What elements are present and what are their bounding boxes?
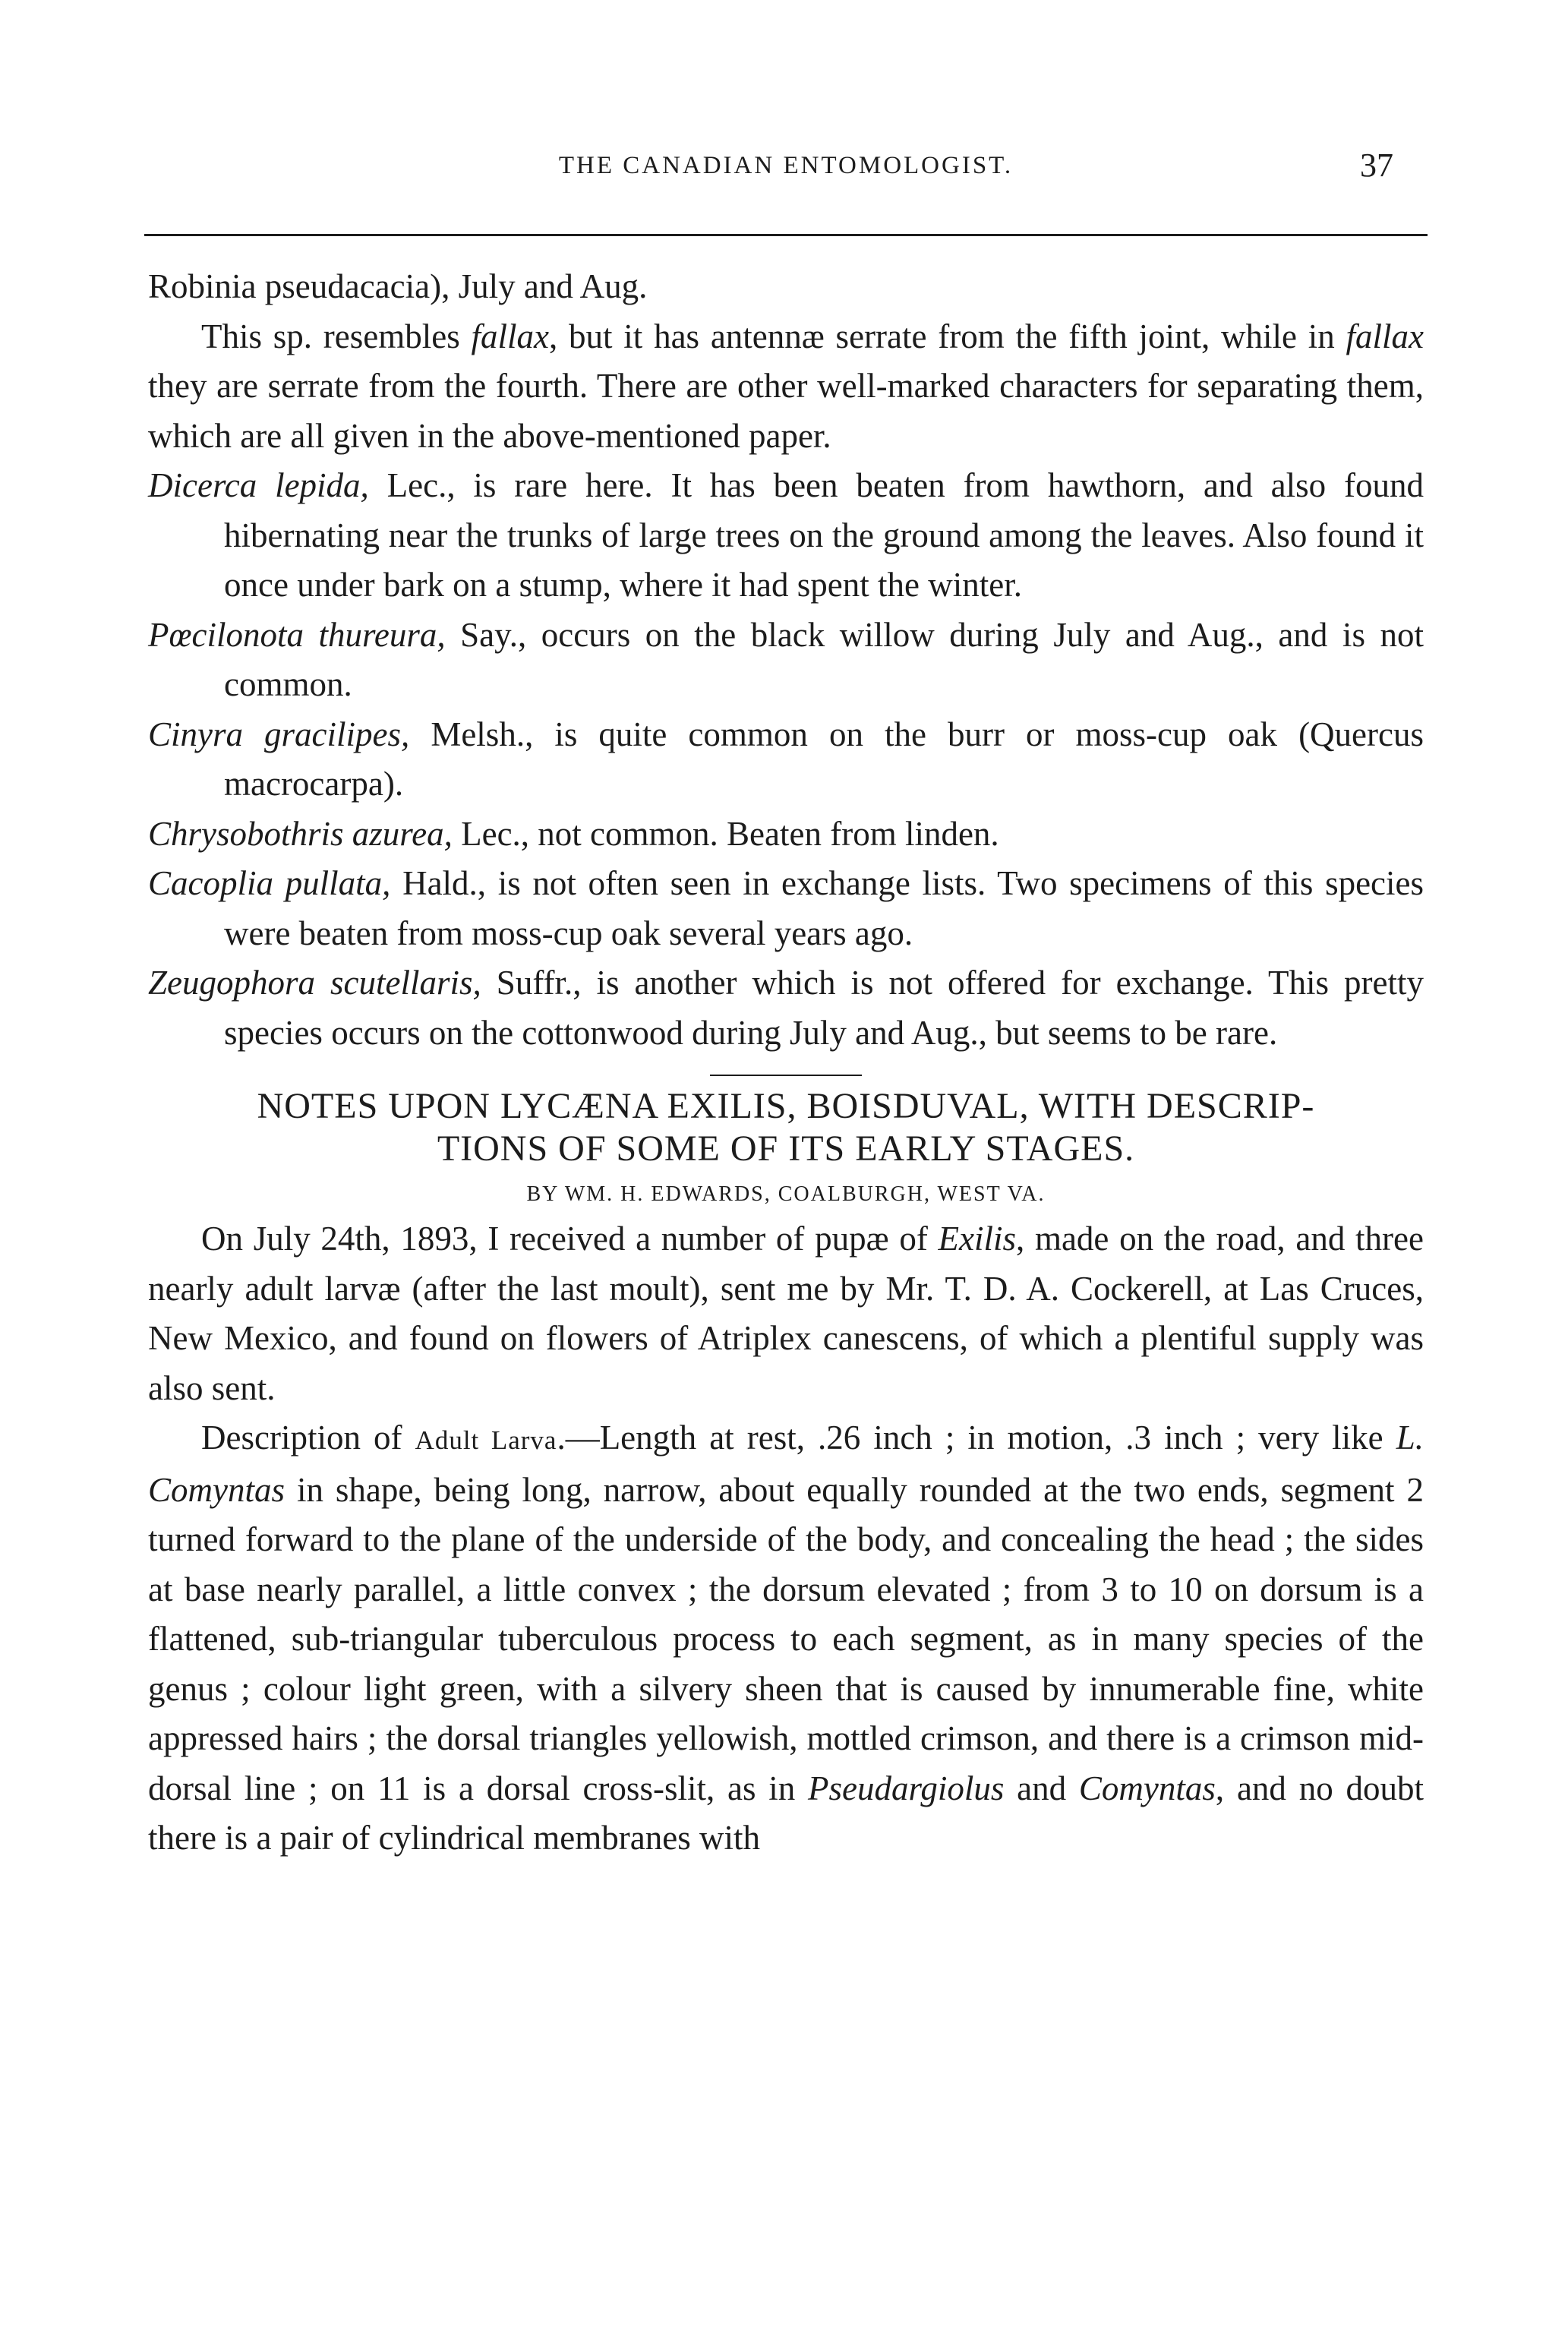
species-entry: Chrysobothris azurea, Lec., not common. Beaten from linden. [148, 814, 999, 853]
article-byline: BY WM. H. EDWARDS, COALBURGH, WEST VA. [526, 1182, 1046, 1206]
species-name: Cacoplia pullata, [148, 864, 391, 902]
article-paragraph: On July 24th, 1893, I received a number of pupæ of Exilis, made on the road, and three nearly adult larvæ (after the last moult), sent me by Mr. T. D. A. Cockerell, at Las Cruces, New Mexico, and found on flowers of Atriplex canescens, of which a plentiful supply was also sent. [148, 1220, 1424, 1407]
species-entry: Cinyra gracilipes, Melsh., is quite common on the burr or moss-cup oak (Quercus macrocarpa). [148, 715, 1424, 803]
comparison-note: This sp. resembles fallax, but it has antennæ serrate from the fifth joint, while in fallax they are serrate from the fourth. There are other well-marked characters for separating them, which are all given in the above-mentioned paper. [148, 317, 1424, 455]
article-title: NOTES UPON LYCÆNA EXILIS, BOISDUVAL, WITH DESCRIP- TIONS OF SOME OF ITS EARLY STAGES. [257, 1086, 1315, 1169]
small-caps-heading: Adult Larva [415, 1425, 557, 1455]
species-entry: Pœcilonota thureura, Say., occurs on the black willow during July and Aug., and is not common. [148, 615, 1424, 703]
running-head: THE CANADIAN ENTOMOLOGIST. [558, 152, 1014, 179]
species-name: Zeugophora scutellaris, [148, 964, 481, 1002]
species-entry: Cacoplia pullata, Hald., is not often seen in exchange lists. Two specimens of this species were beaten from moss-cup oak several years ago. [148, 864, 1424, 952]
species-name: Dicerca lepida, [148, 466, 369, 504]
page-header [148, 147, 1424, 200]
continued-line: Robinia pseudacacia), July and Aug. [148, 267, 648, 305]
page-number: 37 [1360, 147, 1393, 184]
section-separator [710, 1075, 862, 1076]
header-rule [144, 234, 1428, 236]
page-body [148, 262, 1424, 1864]
article-paragraph: Description of Adult Larva.—Length at rest, .26 inch ; in motion, .3 inch ; very like L. Comyntas in shape, being long, narrow, about equally rounded at the two ends, segment 2 turned forward to the plane of the underside of the body, and concealing the head ; the sides at base nearly parallel, a little convex ; the dorsum elevated ; from 3 to 10 on dorsum is a flattened, sub-triangular tuberculous process to each segment, as in many species of the genus ; colour light green, with a silvery sheen that is caused by innumerable fine, white appressed hairs ; the dorsal triangles yellowish, mottled crimson, and there is a crimson mid-dorsal line ; on 11 is a dorsal cross-slit, as in Pseudargiolus and Comyntas, and no doubt there is a pair of cylindrical membranes with [148, 1419, 1424, 1857]
species-name: Cinyra gracilipes, [148, 715, 410, 753]
species-entry: Dicerca lepida, Lec., is rare here. It has been beaten from hawthorn, and also found hibernating near the trunks of large trees on the ground among the leaves. Also found it once under bark on a stump, where it had spent the winter. [148, 466, 1424, 604]
species-entry: Zeugophora scutellaris, Suffr., is another which is not offered for exchange. This pretty species occurs on the cottonwood during July and Aug., but seems to be rare. [148, 964, 1424, 1052]
species-name: Chrysobothris azurea, [148, 814, 453, 853]
species-name: Pœcilonota thureura, [148, 615, 446, 654]
